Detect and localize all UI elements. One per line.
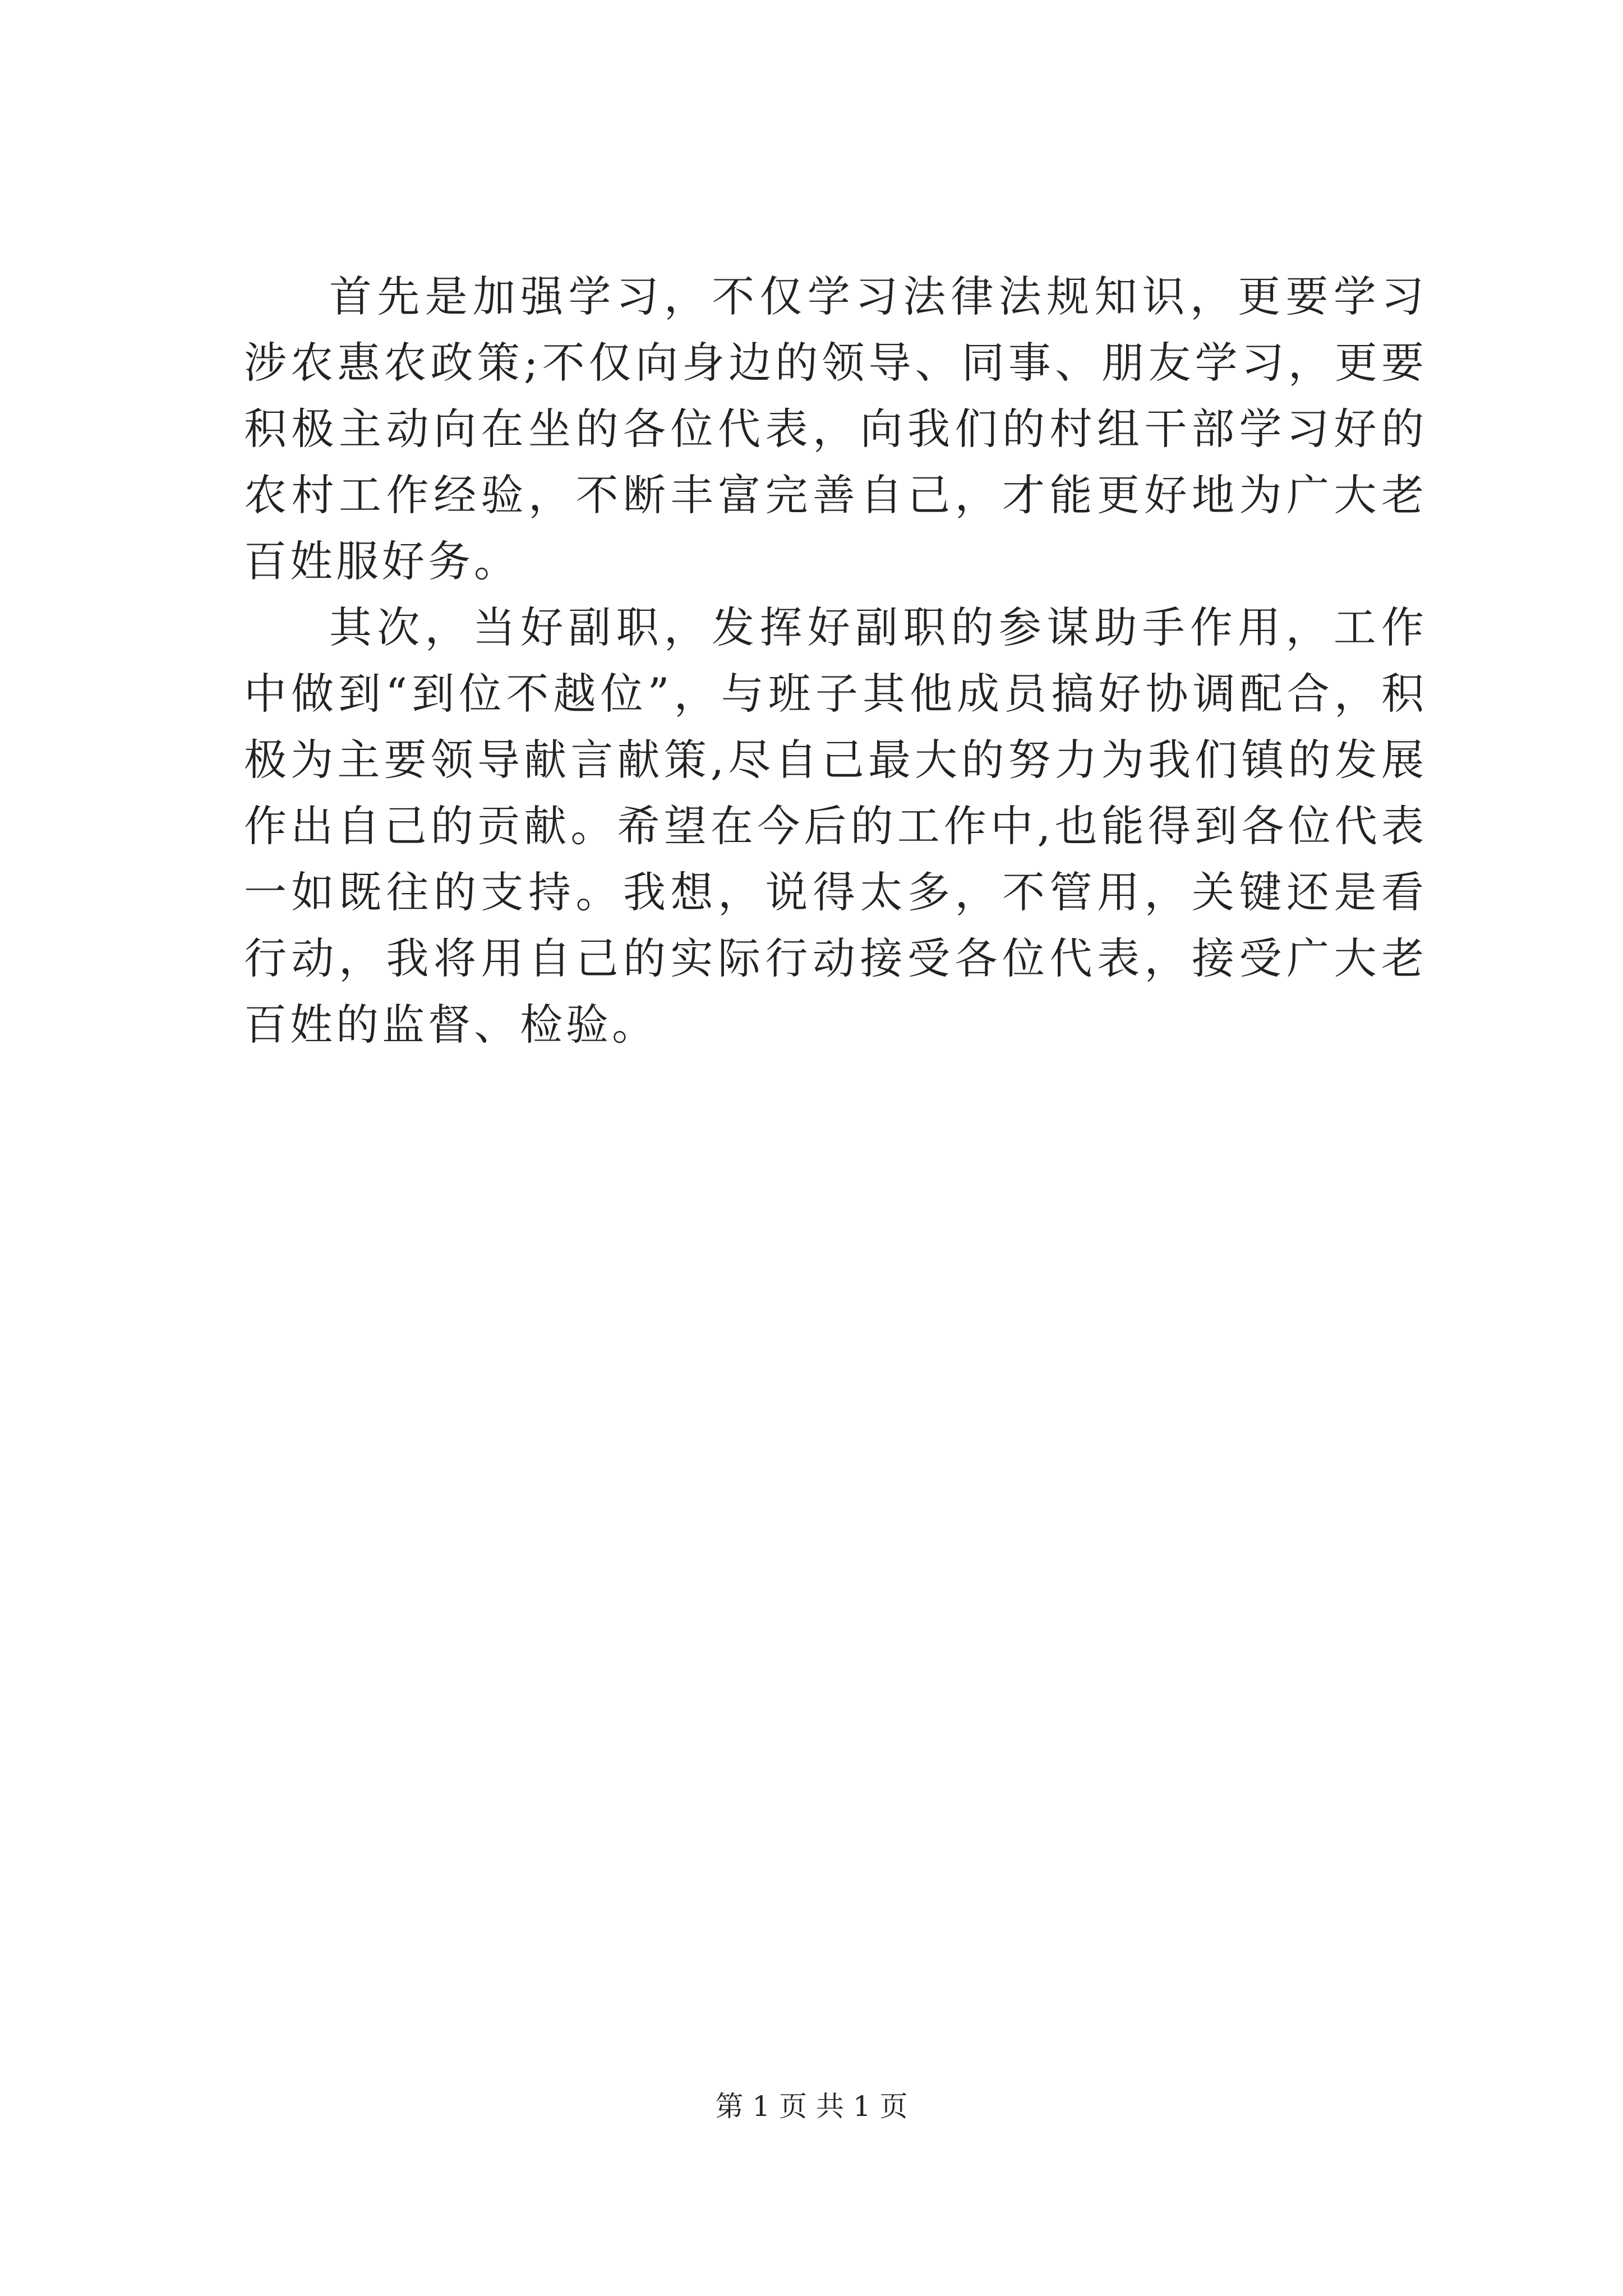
paragraph-2: 其次，当好副职，发挥好副职的参谋助手作用，工作中做到“到位不越位”，与班子其他成员搞好协调配合，积极为主要领导献言献策,尽自己最大的努力为我们镇的发展作出自己的贡献。希望在今后的工作中,也能得到各位代表一如既往的支持。我想，说得太多，不管用，关键还是看行动，我将用自己的实际行动接受各位代表，接受广大老百姓的监督、检验。 xyxy=(244,602,1427,1050)
page-footer: 第 1 页 共 1 页 xyxy=(715,2090,908,2123)
paragraph-1: 首先是加强学习，不仅学习法律法规知识，更要学习涉农惠农政策;不仅向身边的领导、同事、朋友学习，更要积极主动向在坐的各位代表，向我们的村组干部学习好的农村工作经验，不断丰富完善自己，才能更好地为广大老百姓服好务。 xyxy=(244,272,1427,586)
document-body xyxy=(244,264,1427,1058)
